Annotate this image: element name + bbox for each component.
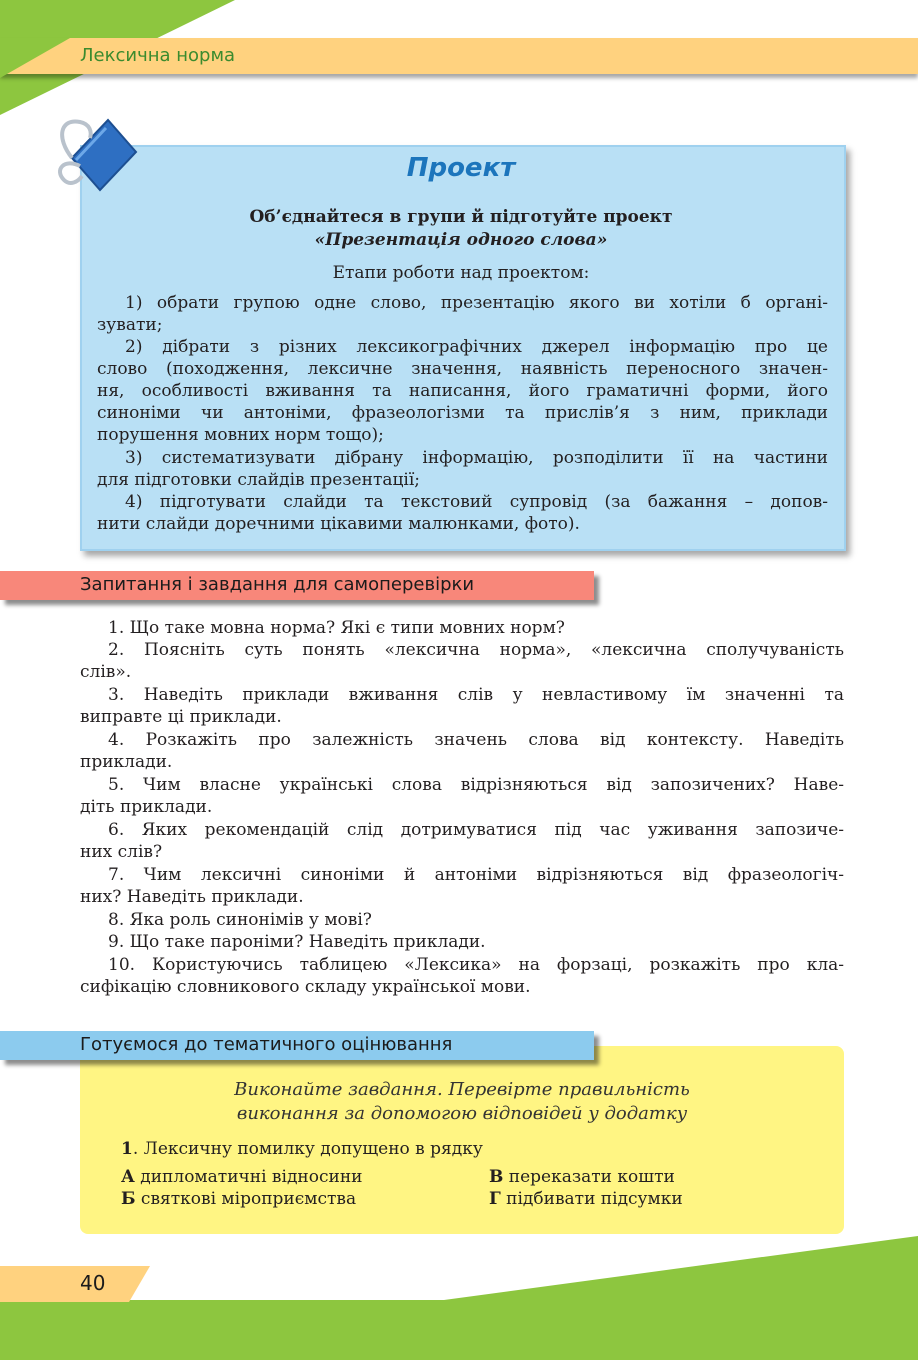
- question-line: 5. Чим власне українські слова відрізняються від запозичених? Наве-: [108, 775, 844, 795]
- option-letter: В: [489, 1167, 504, 1187]
- project-task-line2: «Презентація одного слова»: [314, 230, 608, 250]
- option-letter: Г: [489, 1189, 501, 1209]
- assessment-instruction-line2: виконання за допомогою відповідей у додатку: [236, 1103, 688, 1124]
- option-text: підбивати підсумки: [500, 1189, 683, 1209]
- project-line: 2) дібрати з різних лексикографічних джерел інформацію про це: [125, 337, 828, 357]
- question-line: приклади.: [80, 752, 173, 772]
- question-line: виправте ці приклади.: [80, 707, 282, 727]
- answer-option-a[interactable]: [121, 1167, 362, 1187]
- question-line: слів».: [80, 662, 132, 682]
- footer-decoration-band: [0, 1300, 918, 1360]
- assessment-instruction-line1: Виконайте завдання. Перевірте правильність: [234, 1079, 690, 1100]
- question-line: них? Наведіть приклади.: [80, 887, 304, 907]
- project-title: Проект: [406, 153, 516, 183]
- answer-option-b[interactable]: [121, 1189, 356, 1209]
- answer-option-h[interactable]: [489, 1189, 683, 1209]
- question-line: діть приклади.: [80, 797, 213, 817]
- project-line: ня, особливості вживання та написання, його граматичні форми, його: [97, 381, 828, 401]
- assessment-task: [121, 1139, 483, 1159]
- assessment-heading-band: [0, 1031, 594, 1060]
- task-text: . Лексичну помилку допущено в рядку: [132, 1139, 483, 1159]
- project-stages-title: Етапи роботи над проектом:: [332, 263, 590, 283]
- project-line: 4) підготувати слайди та текстовий супровід (за бажання – допов-: [125, 492, 828, 512]
- question-line: 10. Користуючись таблицею «Лексика» на форзаці, розкажіть про кла-: [108, 955, 844, 975]
- questions-heading-band: [0, 571, 594, 600]
- option-letter: Б: [121, 1189, 136, 1209]
- header-corner-decoration: [0, 38, 70, 78]
- project-task-line1: Об’єднайтеся в групи й підготуйте проект: [249, 207, 673, 227]
- questions-heading: Запитання і завдання для самоперевірки: [80, 574, 475, 595]
- project-line: 3) систематизувати дібрану інформацію, розподілити її на частини: [125, 448, 828, 468]
- option-text: дипломатичні відносини: [134, 1167, 363, 1187]
- project-line: нити слайди доречними цікавими малюнками, фото).: [97, 514, 580, 534]
- assessment-heading: Готуємося до тематичного оцінювання: [80, 1034, 453, 1055]
- question-line: 3. Наведіть приклади вживання слів у невластивому їм значенні та: [108, 685, 844, 705]
- page-number: 40: [80, 1271, 106, 1295]
- question-line: них слів?: [80, 842, 163, 862]
- task-number: 1: [121, 1139, 133, 1159]
- question-line: 4. Розкажіть про залежність значень слова від контексту. Наведіть: [108, 730, 844, 750]
- running-header: Лексична норма: [80, 45, 236, 66]
- option-letter: А: [121, 1167, 135, 1187]
- project-line: слово (походження, лексичне значення, наявність переносного значен-: [97, 359, 828, 379]
- question-line: 8. Яка роль синонімів у мові?: [108, 910, 372, 930]
- option-text: святкові міроприємства: [135, 1189, 357, 1209]
- question-line: 2. Поясніть суть понять «лексична норма», «лексична сполучуваність: [108, 640, 844, 660]
- page-number-tab: [0, 1266, 150, 1302]
- project-line: для підготовки слайдів презентації;: [97, 470, 421, 490]
- question-line: 6. Яких рекомендацій слід дотримуватися під час уживання запозиче-: [108, 820, 844, 840]
- question-line: сифікацію словникового складу української мови.: [80, 977, 531, 997]
- project-line: 1) обрати групою одне слово, презентацію якого ви хотіли б органі-: [125, 293, 828, 313]
- question-line: 9. Що таке пароніми? Наведіть приклади.: [108, 932, 486, 952]
- answer-option-v[interactable]: [489, 1167, 675, 1187]
- project-line: синоніми чи антоніми, фразеологізми та прислів’я з ним, приклади: [97, 403, 828, 423]
- project-line: зувати;: [97, 315, 163, 335]
- option-text: переказати кошти: [503, 1167, 675, 1187]
- project-line: порушення мовних норм тощо);: [97, 425, 384, 445]
- question-line: 1. Що таке мовна норма? Які є типи мовних норм?: [108, 618, 565, 638]
- question-line: 7. Чим лексичні синоніми й антоніми відрізняються від фразеологіч-: [108, 865, 844, 885]
